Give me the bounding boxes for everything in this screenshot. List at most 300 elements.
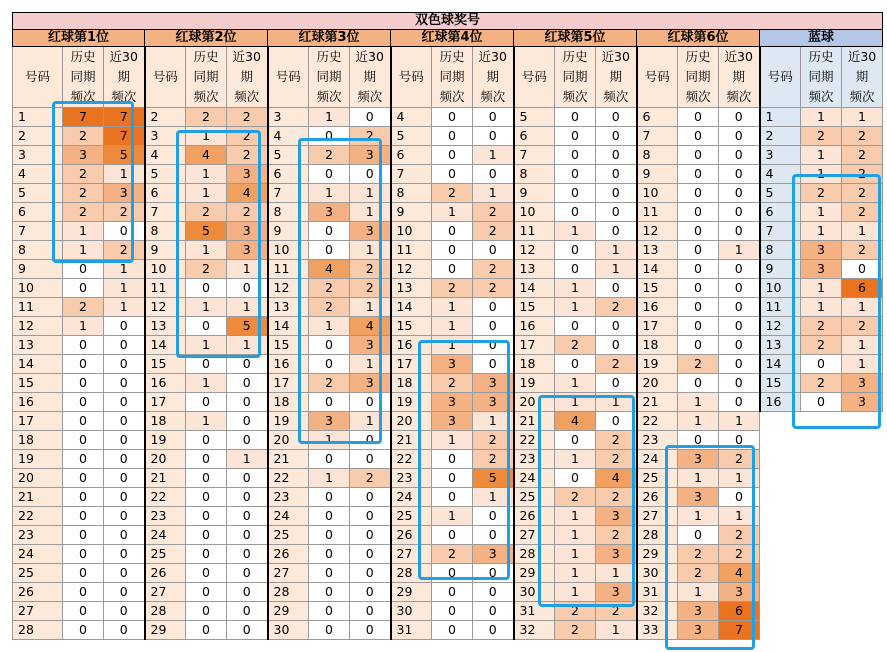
- cell-g5-r4-num: 8: [514, 165, 555, 184]
- cell-g3-r28-num: 30: [268, 621, 309, 640]
- cell-g7-r15-num: 15: [760, 374, 801, 393]
- cell-g7-r1-hist: 1: [801, 108, 842, 127]
- cell-g5-r1-hist: 0: [555, 108, 596, 127]
- cell-g1-r26-rec: 0: [104, 583, 145, 602]
- cell-g7-r21-hist: [801, 488, 842, 507]
- cell-g1-r18-rec: 0: [104, 431, 145, 450]
- table-row: [13, 336, 883, 355]
- subheader-recent30-g6: 近30 期 频次: [719, 47, 760, 108]
- cell-g5-r20-num: 24: [514, 469, 555, 488]
- cell-g7-r8-num: 8: [760, 241, 801, 260]
- cell-g1-r27-num: 27: [13, 602, 63, 621]
- cell-g1-r8-rec: 2: [104, 241, 145, 260]
- cell-g3-r14-hist: 0: [309, 355, 350, 374]
- cell-g1-r28-hist: 0: [63, 621, 104, 640]
- cell-g3-r2-hist: 0: [309, 127, 350, 146]
- group-header-4: 红球第4位: [391, 30, 514, 47]
- cell-g4-r4-num: 7: [391, 165, 432, 184]
- cell-g4-r14-num: 17: [391, 355, 432, 374]
- cell-g6-r27-num: 32: [637, 602, 678, 621]
- cell-g7-r9-num: 9: [760, 260, 801, 279]
- cell-g7-r7-num: 7: [760, 222, 801, 241]
- group-header-1: 红球第1位: [13, 30, 145, 47]
- subheader-history-g1: 历史 同期 频次: [63, 47, 104, 108]
- cell-g1-r3-hist: 3: [63, 146, 104, 165]
- cell-g6-r9-num: 14: [637, 260, 678, 279]
- frequency-table: [12, 12, 883, 640]
- cell-g6-r28-hist: 3: [678, 621, 719, 640]
- cell-g6-r10-rec: 0: [719, 279, 760, 298]
- cell-g4-r13-num: 16: [391, 336, 432, 355]
- cell-g1-r16-rec: 0: [104, 393, 145, 412]
- cell-g1-r16-hist: 0: [63, 393, 104, 412]
- cell-g2-r9-hist: 2: [186, 260, 227, 279]
- cell-g4-r11-hist: 1: [432, 298, 473, 317]
- subheader-number-g6: 号码: [637, 47, 678, 108]
- cell-g2-r24-num: 25: [145, 545, 186, 564]
- cell-g7-r11-hist: 1: [801, 298, 842, 317]
- cell-g4-r10-num: 13: [391, 279, 432, 298]
- cell-g5-r8-hist: 0: [555, 241, 596, 260]
- cell-g6-r26-rec: 3: [719, 583, 760, 602]
- cell-g6-r2-num: 7: [637, 127, 678, 146]
- cell-g2-r5-rec: 4: [227, 184, 268, 203]
- cell-g5-r18-num: 22: [514, 431, 555, 450]
- cell-g2-r2-num: 3: [145, 127, 186, 146]
- table-row: [13, 298, 883, 317]
- cell-g6-r13-hist: 0: [678, 336, 719, 355]
- cell-g2-r18-num: 19: [145, 431, 186, 450]
- cell-g3-r16-rec: 0: [350, 393, 391, 412]
- cell-g1-r17-num: 17: [13, 412, 63, 431]
- cell-g5-r16-hist: 1: [555, 393, 596, 412]
- cell-g6-r3-rec: 0: [719, 146, 760, 165]
- cell-g1-r12-rec: 0: [104, 317, 145, 336]
- cell-g7-r26-rec: [842, 583, 883, 602]
- cell-g2-r6-num: 7: [145, 203, 186, 222]
- cell-g7-r23-num: [760, 526, 801, 545]
- cell-g4-r13-hist: 1: [432, 336, 473, 355]
- cell-g7-r14-rec: 1: [842, 355, 883, 374]
- cell-g3-r9-rec: 2: [350, 260, 391, 279]
- cell-g3-r25-hist: 0: [309, 564, 350, 583]
- cell-g4-r14-hist: 3: [432, 355, 473, 374]
- cell-g4-r7-hist: 0: [432, 222, 473, 241]
- cell-g4-r23-hist: 0: [432, 526, 473, 545]
- cell-g3-r19-rec: 0: [350, 450, 391, 469]
- cell-g5-r15-num: 19: [514, 374, 555, 393]
- cell-g2-r25-hist: 0: [186, 564, 227, 583]
- cell-g3-r3-rec: 3: [350, 146, 391, 165]
- cell-g4-r16-rec: 3: [473, 393, 514, 412]
- cell-g5-r23-rec: 2: [596, 526, 637, 545]
- cell-g7-r14-num: 14: [760, 355, 801, 374]
- cell-g7-r5-rec: 2: [842, 184, 883, 203]
- cell-g5-r21-num: 25: [514, 488, 555, 507]
- cell-g1-r24-rec: 0: [104, 545, 145, 564]
- cell-g7-r1-rec: 1: [842, 108, 883, 127]
- cell-g6-r22-hist: 1: [678, 507, 719, 526]
- cell-g1-r15-hist: 0: [63, 374, 104, 393]
- cell-g3-r23-num: 25: [268, 526, 309, 545]
- cell-g3-r20-hist: 1: [309, 469, 350, 488]
- table-row: [13, 450, 883, 469]
- cell-g7-r18-num: [760, 431, 801, 450]
- cell-g4-r1-hist: 0: [432, 108, 473, 127]
- cell-g3-r1-rec: 0: [350, 108, 391, 127]
- cell-g2-r20-num: 21: [145, 469, 186, 488]
- cell-g3-r12-hist: 1: [309, 317, 350, 336]
- cell-g6-r10-num: 15: [637, 279, 678, 298]
- cell-g7-r20-num: [760, 469, 801, 488]
- cell-g6-r24-rec: 2: [719, 545, 760, 564]
- cell-g6-r27-hist: 3: [678, 602, 719, 621]
- cell-g3-r6-hist: 3: [309, 203, 350, 222]
- cell-g7-r10-rec: 6: [842, 279, 883, 298]
- cell-g2-r2-rec: 2: [227, 127, 268, 146]
- cell-g7-r22-rec: [842, 507, 883, 526]
- cell-g4-r22-hist: 1: [432, 507, 473, 526]
- cell-g5-r13-hist: 2: [555, 336, 596, 355]
- cell-g4-r22-rec: 0: [473, 507, 514, 526]
- cell-g5-r17-rec: 0: [596, 412, 637, 431]
- cell-g2-r6-hist: 2: [186, 203, 227, 222]
- cell-g4-r11-rec: 0: [473, 298, 514, 317]
- cell-g1-r13-hist: 0: [63, 336, 104, 355]
- cell-g5-r3-hist: 0: [555, 146, 596, 165]
- cell-g1-r10-num: 10: [13, 279, 63, 298]
- cell-g4-r8-hist: 0: [432, 241, 473, 260]
- cell-g2-r16-rec: 0: [227, 393, 268, 412]
- cell-g1-r25-rec: 0: [104, 564, 145, 583]
- cell-g2-r4-rec: 3: [227, 165, 268, 184]
- cell-g1-r1-num: 1: [13, 108, 63, 127]
- cell-g7-r5-hist: 2: [801, 184, 842, 203]
- cell-g7-r21-num: [760, 488, 801, 507]
- cell-g4-r20-num: 23: [391, 469, 432, 488]
- cell-g7-r4-rec: 2: [842, 165, 883, 184]
- cell-g2-r10-rec: 0: [227, 279, 268, 298]
- cell-g3-r7-num: 9: [268, 222, 309, 241]
- cell-g5-r10-hist: 1: [555, 279, 596, 298]
- cell-g7-r17-num: [760, 412, 801, 431]
- cell-g6-r8-num: 13: [637, 241, 678, 260]
- cell-g3-r12-num: 14: [268, 317, 309, 336]
- cell-g7-r23-rec: [842, 526, 883, 545]
- table-row: [13, 488, 883, 507]
- cell-g2-r15-hist: 1: [186, 374, 227, 393]
- table-row: [13, 469, 883, 488]
- cell-g5-r23-hist: 1: [555, 526, 596, 545]
- cell-g4-r4-rec: 0: [473, 165, 514, 184]
- cell-g7-r16-rec: 3: [842, 393, 883, 412]
- cell-g1-r6-num: 6: [13, 203, 63, 222]
- table-row: [13, 317, 883, 336]
- cell-g3-r3-hist: 2: [309, 146, 350, 165]
- cell-g5-r14-hist: 0: [555, 355, 596, 374]
- cell-g1-r13-num: 13: [13, 336, 63, 355]
- cell-g7-r7-rec: 1: [842, 222, 883, 241]
- cell-g1-r1-hist: 7: [63, 108, 104, 127]
- cell-g5-r24-num: 28: [514, 545, 555, 564]
- cell-g6-r6-hist: 0: [678, 203, 719, 222]
- subheader-history-g3: 历史 同期 频次: [309, 47, 350, 108]
- cell-g4-r17-rec: 1: [473, 412, 514, 431]
- cell-g3-r25-rec: 0: [350, 564, 391, 583]
- cell-g2-r13-num: 14: [145, 336, 186, 355]
- cell-g5-r27-hist: 2: [555, 602, 596, 621]
- cell-g5-r7-hist: 1: [555, 222, 596, 241]
- cell-g6-r7-num: 12: [637, 222, 678, 241]
- cell-g6-r18-rec: 0: [719, 431, 760, 450]
- group-header-5: 红球第5位: [514, 30, 637, 47]
- cell-g5-r2-num: 6: [514, 127, 555, 146]
- cell-g3-r8-rec: 1: [350, 241, 391, 260]
- cell-g2-r5-hist: 1: [186, 184, 227, 203]
- cell-g4-r24-num: 27: [391, 545, 432, 564]
- cell-g5-r15-rec: 0: [596, 374, 637, 393]
- cell-g4-r21-num: 24: [391, 488, 432, 507]
- cell-g2-r22-rec: 0: [227, 507, 268, 526]
- cell-g7-r16-num: 16: [760, 393, 801, 412]
- cell-g1-r26-hist: 0: [63, 583, 104, 602]
- cell-g6-r18-num: 23: [637, 431, 678, 450]
- cell-g2-r3-num: 4: [145, 146, 186, 165]
- cell-g1-r20-num: 20: [13, 469, 63, 488]
- cell-g3-r5-num: 7: [268, 184, 309, 203]
- cell-g2-r14-hist: 0: [186, 355, 227, 374]
- table-row: [13, 146, 883, 165]
- cell-g4-r12-rec: 0: [473, 317, 514, 336]
- cell-g5-r26-rec: 3: [596, 583, 637, 602]
- cell-g1-r23-rec: 0: [104, 526, 145, 545]
- cell-g3-r24-hist: 0: [309, 545, 350, 564]
- cell-g7-r28-rec: [842, 621, 883, 640]
- cell-g7-r27-hist: [801, 602, 842, 621]
- cell-g1-r20-rec: 0: [104, 469, 145, 488]
- cell-g7-r17-rec: [842, 412, 883, 431]
- cell-g2-r1-num: 2: [145, 108, 186, 127]
- cell-g6-r14-rec: 0: [719, 355, 760, 374]
- cell-g7-r28-num: [760, 621, 801, 640]
- cell-g6-r12-hist: 0: [678, 317, 719, 336]
- cell-g2-r21-rec: 0: [227, 488, 268, 507]
- cell-g1-r2-rec: 7: [104, 127, 145, 146]
- cell-g7-r19-hist: [801, 450, 842, 469]
- cell-g4-r27-rec: 0: [473, 602, 514, 621]
- cell-g2-r7-rec: 3: [227, 222, 268, 241]
- cell-g7-r20-hist: [801, 469, 842, 488]
- cell-g1-r4-hist: 2: [63, 165, 104, 184]
- cell-g7-r18-rec: [842, 431, 883, 450]
- cell-g5-r17-hist: 4: [555, 412, 596, 431]
- cell-g2-r13-rec: 1: [227, 336, 268, 355]
- cell-g7-r8-rec: 2: [842, 241, 883, 260]
- cell-g5-r19-hist: 1: [555, 450, 596, 469]
- cell-g6-r16-hist: 1: [678, 393, 719, 412]
- subheader-history-g5: 历史 同期 频次: [555, 47, 596, 108]
- cell-g3-r14-rec: 1: [350, 355, 391, 374]
- table-row: [13, 165, 883, 184]
- cell-g6-r4-hist: 0: [678, 165, 719, 184]
- cell-g6-r21-rec: 0: [719, 488, 760, 507]
- cell-g5-r10-num: 14: [514, 279, 555, 298]
- cell-g3-r3-num: 5: [268, 146, 309, 165]
- cell-g7-r25-hist: [801, 564, 842, 583]
- cell-g2-r16-num: 17: [145, 393, 186, 412]
- cell-g5-r9-num: 13: [514, 260, 555, 279]
- cell-g7-r25-num: [760, 564, 801, 583]
- cell-g6-r16-rec: 0: [719, 393, 760, 412]
- cell-g6-r14-num: 19: [637, 355, 678, 374]
- cell-g2-r19-rec: 1: [227, 450, 268, 469]
- cell-g7-r24-num: [760, 545, 801, 564]
- cell-g4-r3-hist: 0: [432, 146, 473, 165]
- cell-g1-r19-num: 19: [13, 450, 63, 469]
- cell-g4-r19-rec: 2: [473, 450, 514, 469]
- cell-g3-r4-hist: 0: [309, 165, 350, 184]
- cell-g5-r22-hist: 1: [555, 507, 596, 526]
- cell-g3-r1-num: 3: [268, 108, 309, 127]
- cell-g1-r20-hist: 0: [63, 469, 104, 488]
- cell-g6-r16-num: 21: [637, 393, 678, 412]
- cell-g4-r25-hist: 0: [432, 564, 473, 583]
- cell-g3-r6-num: 8: [268, 203, 309, 222]
- cell-g1-r26-num: 26: [13, 583, 63, 602]
- cell-g4-r26-num: 29: [391, 583, 432, 602]
- subheader-recent30-g7: 近30 期 频次: [842, 47, 883, 108]
- cell-g4-r27-num: 30: [391, 602, 432, 621]
- cell-g6-r9-rec: 0: [719, 260, 760, 279]
- cell-g2-r15-rec: 0: [227, 374, 268, 393]
- cell-g6-r2-hist: 0: [678, 127, 719, 146]
- cell-g1-r21-num: 21: [13, 488, 63, 507]
- cell-g5-r1-num: 5: [514, 108, 555, 127]
- cell-g1-r22-hist: 0: [63, 507, 104, 526]
- cell-g5-r4-rec: 0: [596, 165, 637, 184]
- cell-g1-r22-rec: 0: [104, 507, 145, 526]
- cell-g6-r20-num: 25: [637, 469, 678, 488]
- cell-g3-r20-num: 22: [268, 469, 309, 488]
- cell-g2-r8-hist: 1: [186, 241, 227, 260]
- cell-g4-r16-hist: 3: [432, 393, 473, 412]
- table-row: [13, 583, 883, 602]
- cell-g6-r4-num: 9: [637, 165, 678, 184]
- group-header-3: 红球第3位: [268, 30, 391, 47]
- cell-g3-r15-rec: 3: [350, 374, 391, 393]
- cell-g5-r2-rec: 0: [596, 127, 637, 146]
- cell-g6-r26-num: 31: [637, 583, 678, 602]
- cell-g6-r1-hist: 0: [678, 108, 719, 127]
- cell-g6-r11-num: 16: [637, 298, 678, 317]
- cell-g3-r13-num: 15: [268, 336, 309, 355]
- subheader-number-g5: 号码: [514, 47, 555, 108]
- cell-g3-r11-rec: 1: [350, 298, 391, 317]
- cell-g2-r11-hist: 1: [186, 298, 227, 317]
- cell-g5-r27-num: 31: [514, 602, 555, 621]
- cell-g5-r5-hist: 0: [555, 184, 596, 203]
- cell-g4-r7-rec: 2: [473, 222, 514, 241]
- cell-g4-r8-num: 11: [391, 241, 432, 260]
- cell-g3-r24-num: 26: [268, 545, 309, 564]
- cell-g3-r22-hist: 0: [309, 507, 350, 526]
- cell-g7-r3-hist: 1: [801, 146, 842, 165]
- cell-g3-r27-hist: 0: [309, 602, 350, 621]
- cell-g3-r15-hist: 2: [309, 374, 350, 393]
- cell-g4-r22-num: 25: [391, 507, 432, 526]
- cell-g4-r6-num: 9: [391, 203, 432, 222]
- cell-g5-r7-rec: 0: [596, 222, 637, 241]
- cell-g1-r25-hist: 0: [63, 564, 104, 583]
- cell-g5-r9-rec: 1: [596, 260, 637, 279]
- cell-g5-r2-hist: 0: [555, 127, 596, 146]
- cell-g3-r17-num: 19: [268, 412, 309, 431]
- cell-g3-r17-hist: 3: [309, 412, 350, 431]
- cell-g6-r20-rec: 1: [719, 469, 760, 488]
- cell-g4-r26-hist: 0: [432, 583, 473, 602]
- cell-g6-r23-hist: 0: [678, 526, 719, 545]
- table-row: [13, 526, 883, 545]
- cell-g6-r17-hist: 1: [678, 412, 719, 431]
- cell-g7-r15-hist: 2: [801, 374, 842, 393]
- cell-g4-r3-num: 6: [391, 146, 432, 165]
- cell-g1-r4-num: 4: [13, 165, 63, 184]
- cell-g6-r27-rec: 6: [719, 602, 760, 621]
- cell-g5-r18-rec: 2: [596, 431, 637, 450]
- cell-g2-r27-hist: 0: [186, 602, 227, 621]
- cell-g5-r27-rec: 2: [596, 602, 637, 621]
- cell-g2-r17-num: 18: [145, 412, 186, 431]
- cell-g1-r15-rec: 0: [104, 374, 145, 393]
- cell-g6-r12-num: 17: [637, 317, 678, 336]
- table-row: [13, 507, 883, 526]
- cell-g1-r24-hist: 0: [63, 545, 104, 564]
- cell-g3-r10-rec: 2: [350, 279, 391, 298]
- subheader-recent30-g4: 近30 期 频次: [473, 47, 514, 108]
- subheader-number-g7: 号码: [760, 47, 801, 108]
- cell-g3-r4-rec: 0: [350, 165, 391, 184]
- cell-g5-r24-rec: 3: [596, 545, 637, 564]
- cell-g3-r17-rec: 1: [350, 412, 391, 431]
- cell-g2-r28-rec: 0: [227, 621, 268, 640]
- cell-g3-r26-hist: 0: [309, 583, 350, 602]
- cell-g3-r21-rec: 0: [350, 488, 391, 507]
- cell-g2-r17-hist: 1: [186, 412, 227, 431]
- cell-g3-r7-hist: 0: [309, 222, 350, 241]
- group-header-row: [13, 30, 883, 47]
- cell-g5-r11-num: 15: [514, 298, 555, 317]
- cell-g5-r28-num: 32: [514, 621, 555, 640]
- cell-g2-r18-hist: 0: [186, 431, 227, 450]
- cell-g1-r23-hist: 0: [63, 526, 104, 545]
- subheader-number-g4: 号码: [391, 47, 432, 108]
- cell-g5-r6-rec: 0: [596, 203, 637, 222]
- cell-g4-r24-hist: 2: [432, 545, 473, 564]
- table-row: [13, 355, 883, 374]
- cell-g5-r17-num: 21: [514, 412, 555, 431]
- cell-g5-r25-hist: 1: [555, 564, 596, 583]
- cell-g1-r2-num: 2: [13, 127, 63, 146]
- cell-g6-r15-hist: 0: [678, 374, 719, 393]
- cell-g1-r23-num: 23: [13, 526, 63, 545]
- cell-g3-r5-rec: 1: [350, 184, 391, 203]
- cell-g3-r28-hist: 0: [309, 621, 350, 640]
- cell-g4-r17-num: 20: [391, 412, 432, 431]
- cell-g5-r5-rec: 0: [596, 184, 637, 203]
- cell-g4-r15-rec: 3: [473, 374, 514, 393]
- cell-g4-r15-num: 18: [391, 374, 432, 393]
- cell-g6-r25-num: 30: [637, 564, 678, 583]
